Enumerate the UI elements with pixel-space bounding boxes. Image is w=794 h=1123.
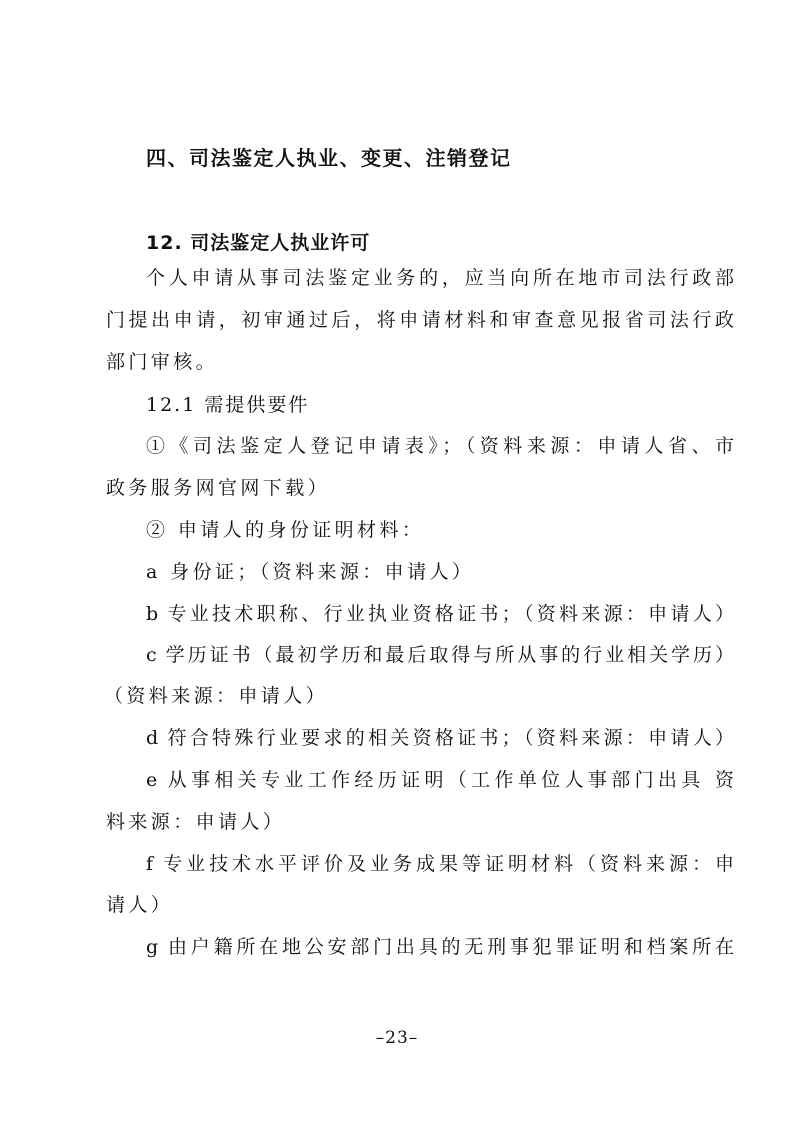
subsection-heading: 12. 司法鉴定人执业许可 [146,232,371,254]
list-item-c-line: c 学历证书（最初学历和最后取得与所从事的行业相关学历） [146,644,734,666]
list-item-b: b 专业技术职称、行业执业资格证书；（资料来源：申请人） [146,603,734,625]
list-item-d: d 符合特殊行业要求的相关资格证书；（资料来源：申请人） [146,727,734,749]
paragraph-line: 部门审核。 [106,351,219,373]
section-heading: 四、司法鉴定人执业、变更、注销登记 [146,146,512,170]
list-item-1-line: 政务服务网官网下载） [106,477,331,499]
list-item-1-line: ①《司法鉴定人登记申请表》；（资料来源：申请人省、市 [146,435,734,457]
list-item-2: ② 申请人的身份证明材料： [146,519,425,541]
paragraph-line: 门提出申请，初审通过后，将申请材料和审查意见报省司法行政 [106,309,734,331]
page-number: –23– [375,1028,419,1048]
list-item-e-line: 料来源：申请人） [106,811,286,833]
list-item-g: g 由户籍所在地公安部门出具的无刑事犯罪证明和档案所在 [146,936,734,958]
list-item-e-line: e 从事相关专业工作经历证明（工作单位人事部门出具 资 [146,769,734,791]
list-item-f-line: f 专业技术水平评价及业务成果等证明材料（资料来源：申 [146,853,734,875]
list-item-c-line: （资料来源：申请人） [104,685,329,707]
list-item-f-line: 请人） [106,894,174,916]
list-item-a: a 身份证；（资料来源：申请人） [146,561,475,583]
paragraph-line: 个人申请从事司法鉴定业务的，应当向所在地市司法行政部 [146,267,734,289]
required-docs-heading: 12.1 需提供要件 [146,394,310,416]
